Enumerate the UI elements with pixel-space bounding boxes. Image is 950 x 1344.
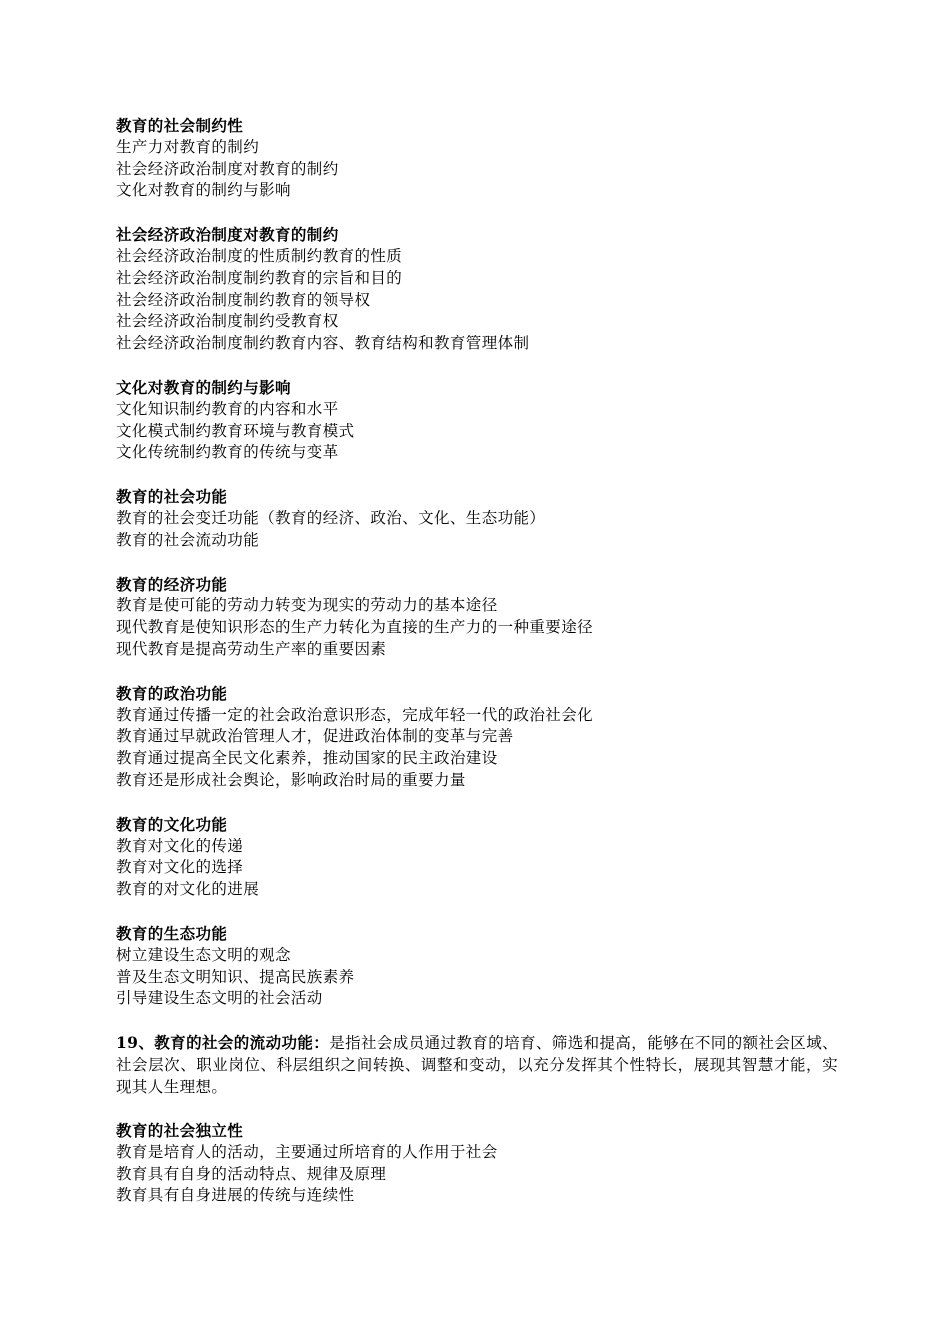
list-item: 教育通过早就政治管理人才，促进政治体制的变革与完善 <box>116 727 514 746</box>
list-item: 教育还是形成社会舆论，影响政治时局的重要力量 <box>116 770 466 789</box>
list-item: 教育是使可能的劳动力转变为现实的劳动力的基本途径 <box>116 596 498 615</box>
section-economic-function <box>116 574 838 661</box>
list-item: 教育对文化的传递 <box>116 836 244 855</box>
list-item: 文化模式制约教育环境与教育模式 <box>116 421 355 440</box>
list-item: 教育通过提高全民文化素养，推动国家的民主政治建设 <box>116 749 498 768</box>
list-item: 社会经济政治制度制约教育的领导权 <box>116 290 371 309</box>
section-heading: 教育的社会制约性 <box>116 116 244 135</box>
list-item: 教育对文化的选择 <box>116 858 244 877</box>
list-item: 普及生态文明知识、提高民族素养 <box>116 967 355 986</box>
section-cultural-function <box>116 814 838 901</box>
list-item: 教育的社会变迁功能（教育的经济、政治、文化、生态功能） <box>116 508 546 527</box>
list-item: 社会经济政治制度制约教育内容、教育结构和教育管理体制 <box>116 334 530 353</box>
definition-text: 是指社会成员通过教育的培育、筛选和提高，能够在不同的额社会区域、社会层次、职业岗位、科层组织之间转换、调整和变动，以充分发挥其个性特长，展现其智慧才能，实现其人生理想。 <box>116 1034 839 1097</box>
list-item: 树立建设生态文明的观念 <box>116 945 291 964</box>
list-item: 教育的对文化的进展 <box>116 880 260 899</box>
section-ecological-function <box>116 923 838 1010</box>
section-heading: 教育的社会独立性 <box>116 1121 244 1141</box>
section-heading: 教育的政治功能 <box>116 683 228 703</box>
list-item: 引导建设生态文明的社会活动 <box>116 989 323 1008</box>
section-heading: 教育的经济功能 <box>116 574 228 594</box>
list-item: 文化对教育的制约与影响 <box>116 181 291 200</box>
section-social-independence <box>116 1120 838 1207</box>
list-item: 教育具有自身的活动特点、规律及原理 <box>116 1164 387 1183</box>
section-heading: 教育的生态功能 <box>116 923 228 943</box>
section-heading: 教育的文化功能 <box>116 814 228 834</box>
list-item: 生产力对教育的制约 <box>116 137 260 156</box>
section-culture-constraint <box>116 377 838 464</box>
list-item: 社会经济政治制度的性质制约教育的性质 <box>116 246 403 265</box>
list-item: 教育具有自身进展的传统与连续性 <box>116 1186 355 1205</box>
list-item: 社会经济政治制度制约教育的宗旨和目的 <box>116 268 403 287</box>
list-item: 教育的社会流动功能 <box>116 530 260 549</box>
section-heading: 社会经济政治制度对教育的制约 <box>116 225 339 245</box>
section-heading: 文化对教育的制约与影响 <box>116 377 291 397</box>
list-item: 教育通过传播一定的社会政治意识形态，完成年轻一代的政治社会化 <box>116 705 594 724</box>
document-page <box>116 115 838 1229</box>
list-item: 文化知识制约教育的内容和水平 <box>116 399 339 418</box>
definition-term: 19、教育的社会的流动功能： <box>116 1033 330 1053</box>
section-social-constraint <box>116 115 838 202</box>
list-item: 现代教育是使知识形态的生产力转化为直接的生产力的一种重要途径 <box>116 618 594 637</box>
section-heading: 教育的社会功能 <box>116 487 228 507</box>
section-political-function <box>116 683 838 792</box>
list-item: 文化传统制约教育的传统与变革 <box>116 443 339 462</box>
list-item: 社会经济政治制度制约受教育权 <box>116 312 339 331</box>
definition-paragraph <box>116 1032 838 1098</box>
list-item: 现代教育是提高劳动生产率的重要因素 <box>116 639 387 658</box>
list-item: 社会经济政治制度对教育的制约 <box>116 159 339 178</box>
section-political-system-constraint <box>116 224 838 355</box>
list-item: 教育是培育人的活动，主要通过所培育的人作用于社会 <box>116 1142 498 1161</box>
section-social-function <box>116 486 838 551</box>
